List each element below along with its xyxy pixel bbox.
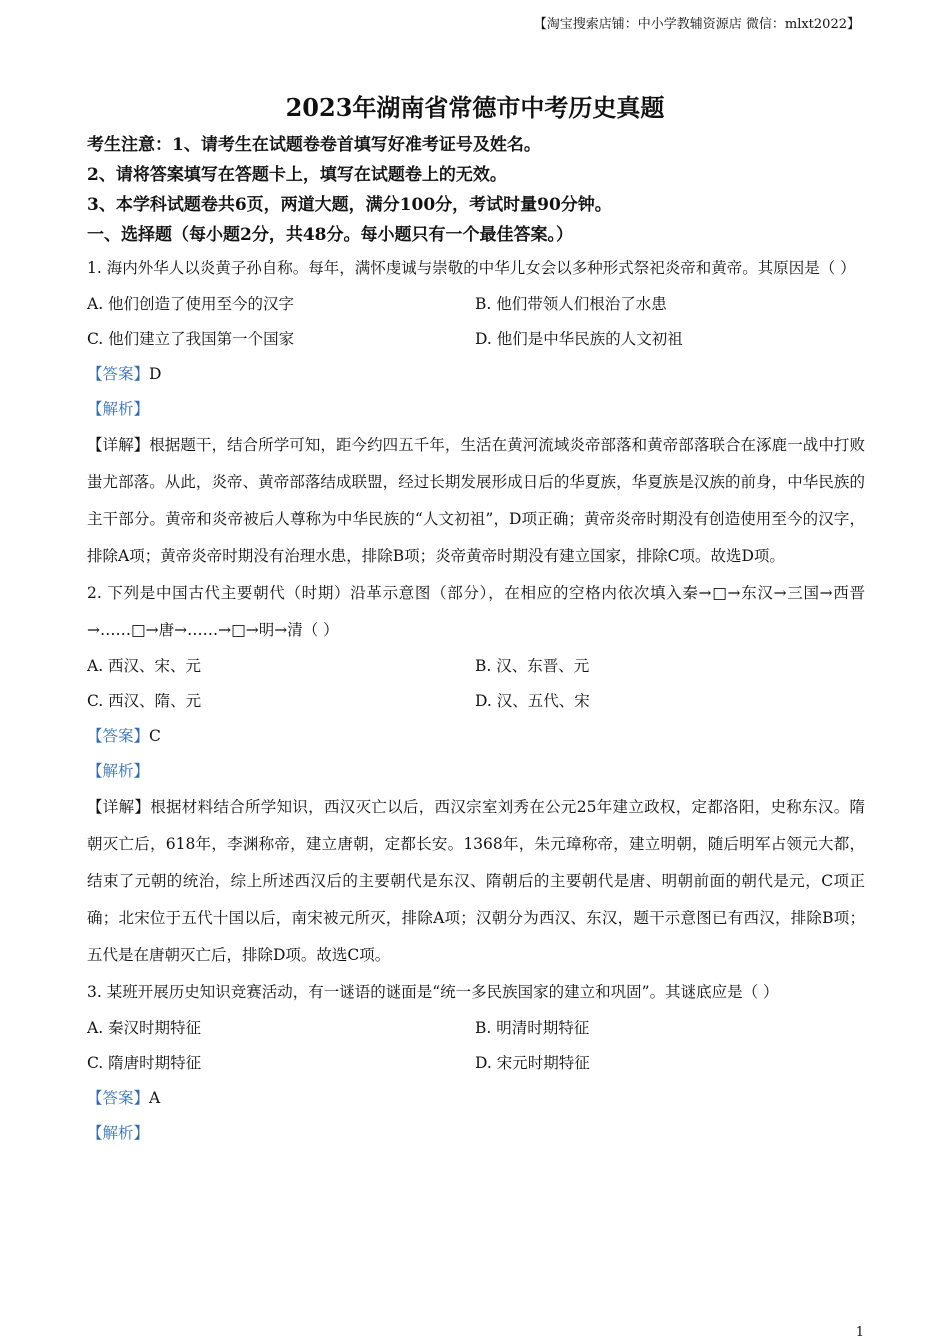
analysis-label: 【解析】	[87, 762, 150, 780]
question-stem: 3. 某班开展历史知识竞赛活动，有一谜语的谜面是“统一多民族国家的建立和巩固”。其谜底应是（ ）	[87, 983, 779, 1001]
question-stem: 2. 下列是中国古代主要朝代（时期）沿革示意图（部分），在相应的空格内依次填入秦→□→东汉→三国→西晋→……□→唐→……→□→明→清（ ）	[87, 584, 865, 639]
detail-paragraph	[87, 789, 865, 974]
detail-label: 【详解】	[87, 436, 150, 454]
option-b: B. 他们带领人们根治了水患	[475, 295, 667, 313]
answer-value: A	[149, 1089, 161, 1107]
answer-value: C	[149, 727, 161, 745]
option-c: C. 隋唐时期特征	[87, 1054, 202, 1072]
question-1	[87, 250, 865, 575]
analysis-line	[87, 754, 865, 789]
option-c: C. 他们建立了我国第一个国家	[87, 330, 295, 348]
detail-text: 根据题干，结合所学可知，距今约四五千年，生活在黄河流域炎帝部落和黄帝部落联合在涿鹿一战中打败蚩尤部落。从此，炎帝、黄帝部落结成联盟，经过长期发展形成日后的华夏族，华夏族是汉族的前身，中华民族的主干部分。黄帝和炎帝被后人尊称为中华民族的“人文初祖”，D项正确；黄帝炎帝时期没有创造使用至今的汉字，排除A项；黄帝炎帝时期没有治理水患，排除B项；炎帝黄帝时期没有建立国家，排除C项。故选D项。	[87, 436, 865, 565]
question-stem: 1. 海内外华人以炎黄子孙自称。每年，满怀虔诚与崇敬的中华儿女会以多种形式祭祀炎帝和黄帝。其原因是（ ）	[87, 259, 856, 277]
detail-text: 根据材料结合所学知识，西汉灭亡以后，西汉宗室刘秀在公元25年建立政权，定都洛阳，史称东汉。隋朝灭亡后，618年，李渊称帝，建立唐朝，定都长安。1368年，朱元璋称帝，建立明朝，随后明军占领元大都，结束了元朝的统治，综上所述西汉后的主要朝代是东汉、隋朝后的主要朝代是唐、明朝前面的朝代是元，C项正确；北宋位于五代十国以后，南宋被元所灭，排除A项；汉朝分为西汉、东汉，题干示意图已有西汉，排除B项；五代是在唐朝灭亡后，排除D项。故选C项。	[87, 798, 865, 964]
notice-3: 3、本学科试题卷共6页，两道大题，满分100分，考试时量90分钟。	[87, 195, 612, 215]
option-c: C. 西汉、隋、元	[87, 692, 202, 710]
notice-2: 2、请将答案填写在答题卡上，填写在试题卷上的无效。	[87, 165, 507, 185]
page-title: 2023年湖南省常德市中考历史真题	[285, 93, 665, 122]
question-3	[87, 974, 865, 1151]
option-d: D. 他们是中华民族的人文初祖	[475, 330, 683, 348]
document-body	[87, 130, 865, 1151]
answer-line	[87, 1081, 865, 1116]
option-d: D. 汉、五代、宋	[475, 692, 590, 710]
option-grid	[87, 287, 865, 357]
answer-value: D	[149, 365, 162, 383]
notice-1: 考生注意：1、请考生在试题卷卷首填写好准考证号及姓名。	[87, 135, 541, 155]
option-grid	[87, 649, 865, 719]
detail-label: 【详解】	[87, 798, 151, 816]
analysis-label: 【解析】	[87, 1124, 150, 1142]
option-b: B. 汉、东晋、元	[475, 657, 590, 675]
analysis-line	[87, 1116, 865, 1151]
answer-line	[87, 357, 865, 392]
answer-label: 【答案】	[87, 727, 150, 745]
page-number: 1	[855, 1325, 864, 1340]
option-grid	[87, 1011, 865, 1081]
section-title: 一、选择题（每小题2分，共48分。每小题只有一个最佳答案。）	[87, 225, 573, 245]
detail-paragraph	[87, 427, 865, 575]
answer-line	[87, 719, 865, 754]
option-a: A. 西汉、宋、元	[87, 657, 202, 675]
answer-label: 【答案】	[87, 1089, 150, 1107]
option-d: D. 宋元时期特征	[475, 1054, 590, 1072]
header-note: 【淘宝搜索店铺：中小学教辅资源店 微信：mlxt2022】	[533, 17, 860, 32]
option-a: A. 他们创造了使用至今的汉字	[87, 295, 295, 313]
option-b: B. 明清时期特征	[475, 1019, 590, 1037]
analysis-label: 【解析】	[87, 400, 150, 418]
question-2	[87, 575, 865, 974]
option-a: A. 秦汉时期特征	[87, 1019, 202, 1037]
answer-label: 【答案】	[87, 365, 150, 383]
analysis-line	[87, 392, 865, 427]
